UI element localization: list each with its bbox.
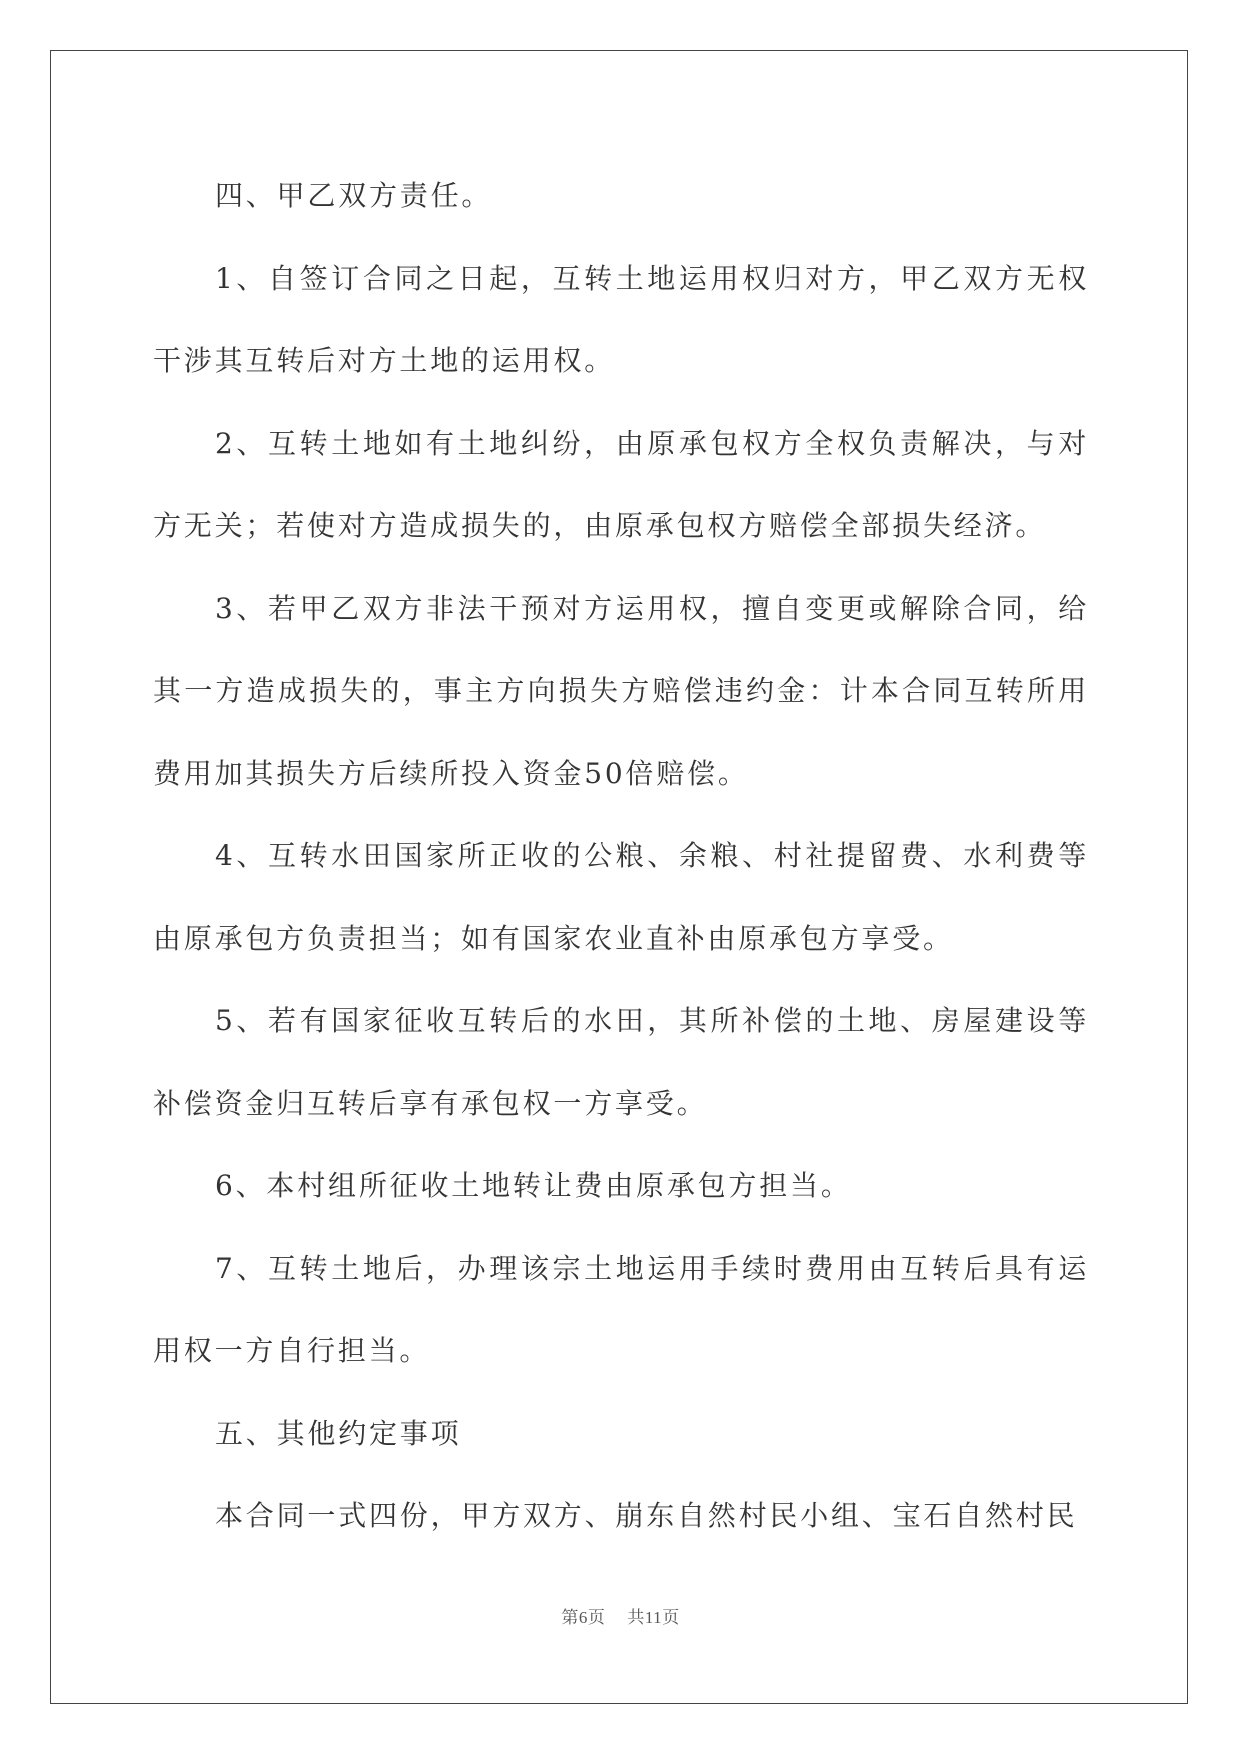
section-heading-responsibilities: 四、甲乙双方责任。 bbox=[215, 179, 493, 212]
current-page-number: 6 bbox=[578, 1608, 588, 1627]
page-footer bbox=[0, 1603, 1241, 1628]
closing-paragraph: 本合同一式四份，甲方双方、崩东自然村民小组、宝石自然村民 bbox=[215, 1499, 1078, 1532]
clause-4: 4、互转水田国家所正收的公粮、余粮、村社提留费、水利费等由原承包方负责担当；如有国家农业直补由原承包方享受。 bbox=[153, 839, 1089, 955]
clause-3: 3、若甲乙双方非法干预对方运用权，擅自变更或解除合同，给其一方造成损失的，事主方向损失方赔偿违约金：计本合同互转所用费用加其损失方后续所投入资金50倍赔偿。 bbox=[153, 591, 1089, 790]
page-prefix: 第 bbox=[561, 1608, 579, 1628]
clause-2: 2、互转土地如有土地纠纷，由原承包权方全权负责解决，与对方无关；若使对方造成损失的，由原承包权方赔偿全部损失经济。 bbox=[153, 426, 1089, 542]
total-prefix: 共 bbox=[627, 1608, 645, 1628]
clause-7: 7、互转土地后，办理该宗土地运用手续时费用由互转后具有运用权一方自行担当。 bbox=[153, 1251, 1089, 1367]
page-suffix: 页 bbox=[587, 1608, 606, 1628]
section-heading-other-matters: 五、其他约定事项 bbox=[215, 1416, 462, 1450]
total-page-count: 11 bbox=[644, 1608, 663, 1627]
total-suffix: 页 bbox=[662, 1608, 680, 1628]
clause-1: 1、自签订合同之日起，互转土地运用权归对方，甲乙双方无权干涉其互转后对方土地的运用权。 bbox=[153, 261, 1089, 377]
clause-5: 5、若有国家征收互转后的水田，其所补偿的土地、房屋建设等补偿资金归互转后享有承包权一方享受。 bbox=[153, 1004, 1089, 1120]
clause-6: 6、本村组所征收土地转让费由原承包方担当。 bbox=[215, 1169, 852, 1202]
document-body bbox=[153, 155, 1089, 1558]
